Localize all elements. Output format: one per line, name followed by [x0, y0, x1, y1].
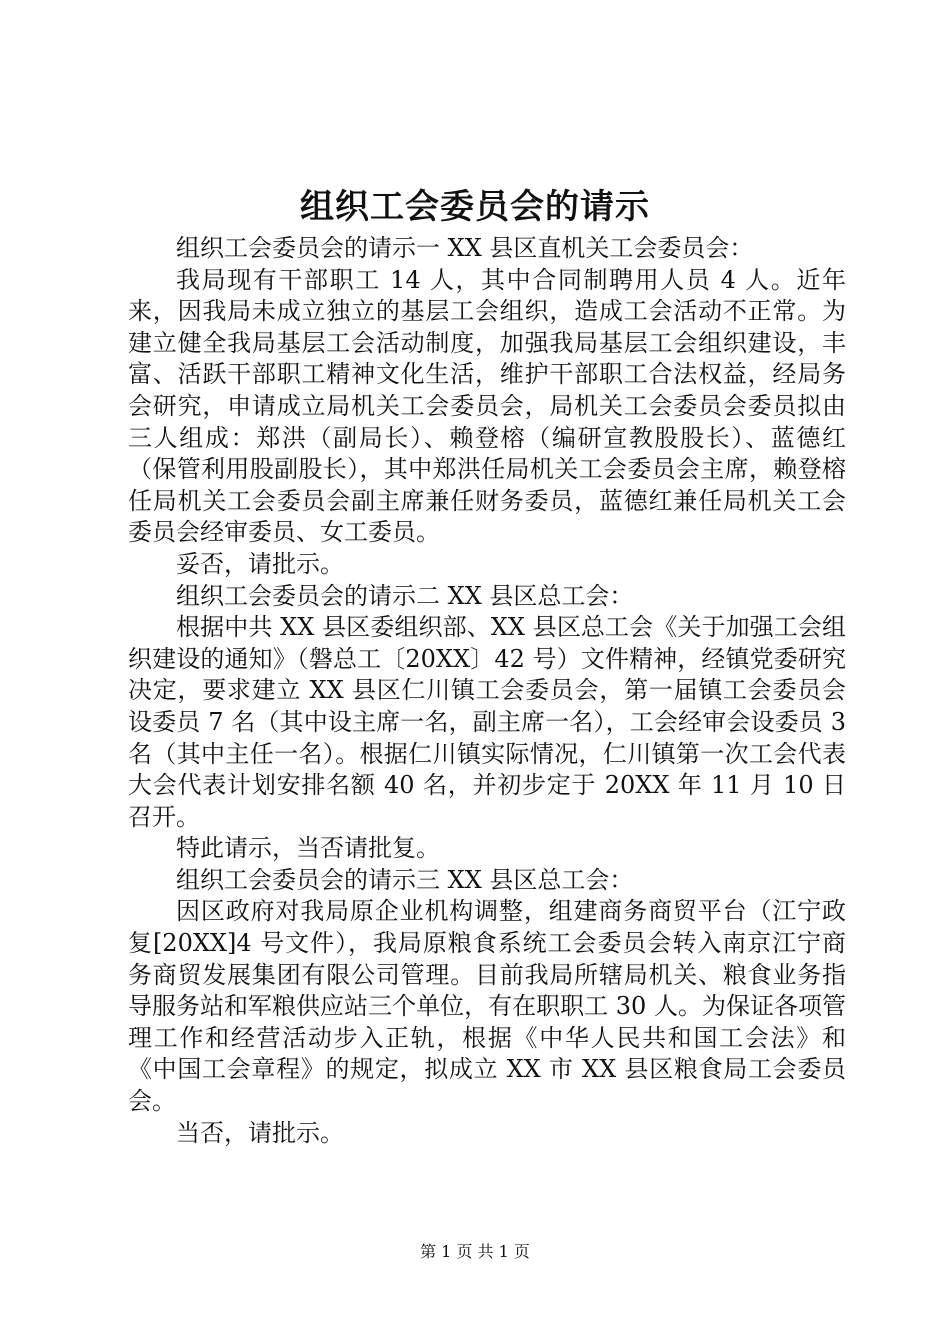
document-title: 组织工会委员会的请示: [300, 187, 650, 227]
page-number-footer: 第 1 页 共 1 页: [420, 1242, 530, 1261]
paragraph-request-2-body: 根据中共 XX 县区委组织部、XX 县区总工会《关于加强工会组织建设的通知》（磐总工〔20XX〕42 号）文件精神，经镇党委研究决定，要求建立 XX 县区仁川镇工会委员会，第一届镇工会委员会设委员 7 名（其中设主席一名，副主席一名），工会经审会设委员 3 名（其中主任一名）。根据仁川镇实际情况，仁川镇第一次工会代表大会代表计划安排名额 40 名，并初步定于 20XX 年 11 月 10 日召开。: [128, 613, 846, 831]
paragraph-request-1-body: 我局现有干部职工 14 人，其中合同制聘用人员 4 人。近年来，因我局未成立独立的基层工会组织，造成工会活动不正常。为建立健全我局基层工会活动制度，加强我局基层工会组织建设，丰富、活跃干部职工精神文化生活，维护干部职工合法权益，经局务会研究，申请成立局机关工会委员会，局机关工会委员会委员拟由三人组成：郑洪（副局长）、赖登榕（编研宣教股股长）、蓝德红（保管利用股副股长），其中郑洪任局机关工会委员会主席，赖登榕任局机关工会委员会副主席兼任财务委员，蓝德红兼任局机关工会委员会经审委员、女工委员。: [128, 265, 846, 547]
paragraph-request-2-closing: 特此请示，当否请批复。: [176, 834, 440, 863]
paragraph-request-2-heading: 组织工会委员会的请示二 XX 县区总工会：: [176, 581, 634, 610]
paragraph-request-3-closing: 当否，请批示。: [176, 1118, 344, 1147]
paragraph-request-3-heading: 组织工会委员会的请示三 XX 县区总工会：: [176, 865, 634, 894]
paragraph-request-1-heading: 组织工会委员会的请示一 XX 县区直机关工会委员会：: [176, 234, 754, 262]
document-body: [128, 233, 846, 1149]
paragraph-request-1-closing: 妥否，请批示。: [176, 549, 344, 578]
paragraph-request-3-body: 因区政府对我局原企业机构调整，组建商务商贸平台（江宁政复[20XX]4 号文件），我局原粮食系统工会委员会转入南京江宁商务商贸发展集团有限公司管理。目前我局所辖局机关、粮食业务指导服务站和军粮供应站三个单位，有在职职工 30 人。为保证各项管理工作和经营活动步入正轨，根据《中华人民共和国工会法》和《中国工会章程》的规定，拟成立 XX 市 XX 县区粮食局工会委员会。: [128, 897, 846, 1116]
